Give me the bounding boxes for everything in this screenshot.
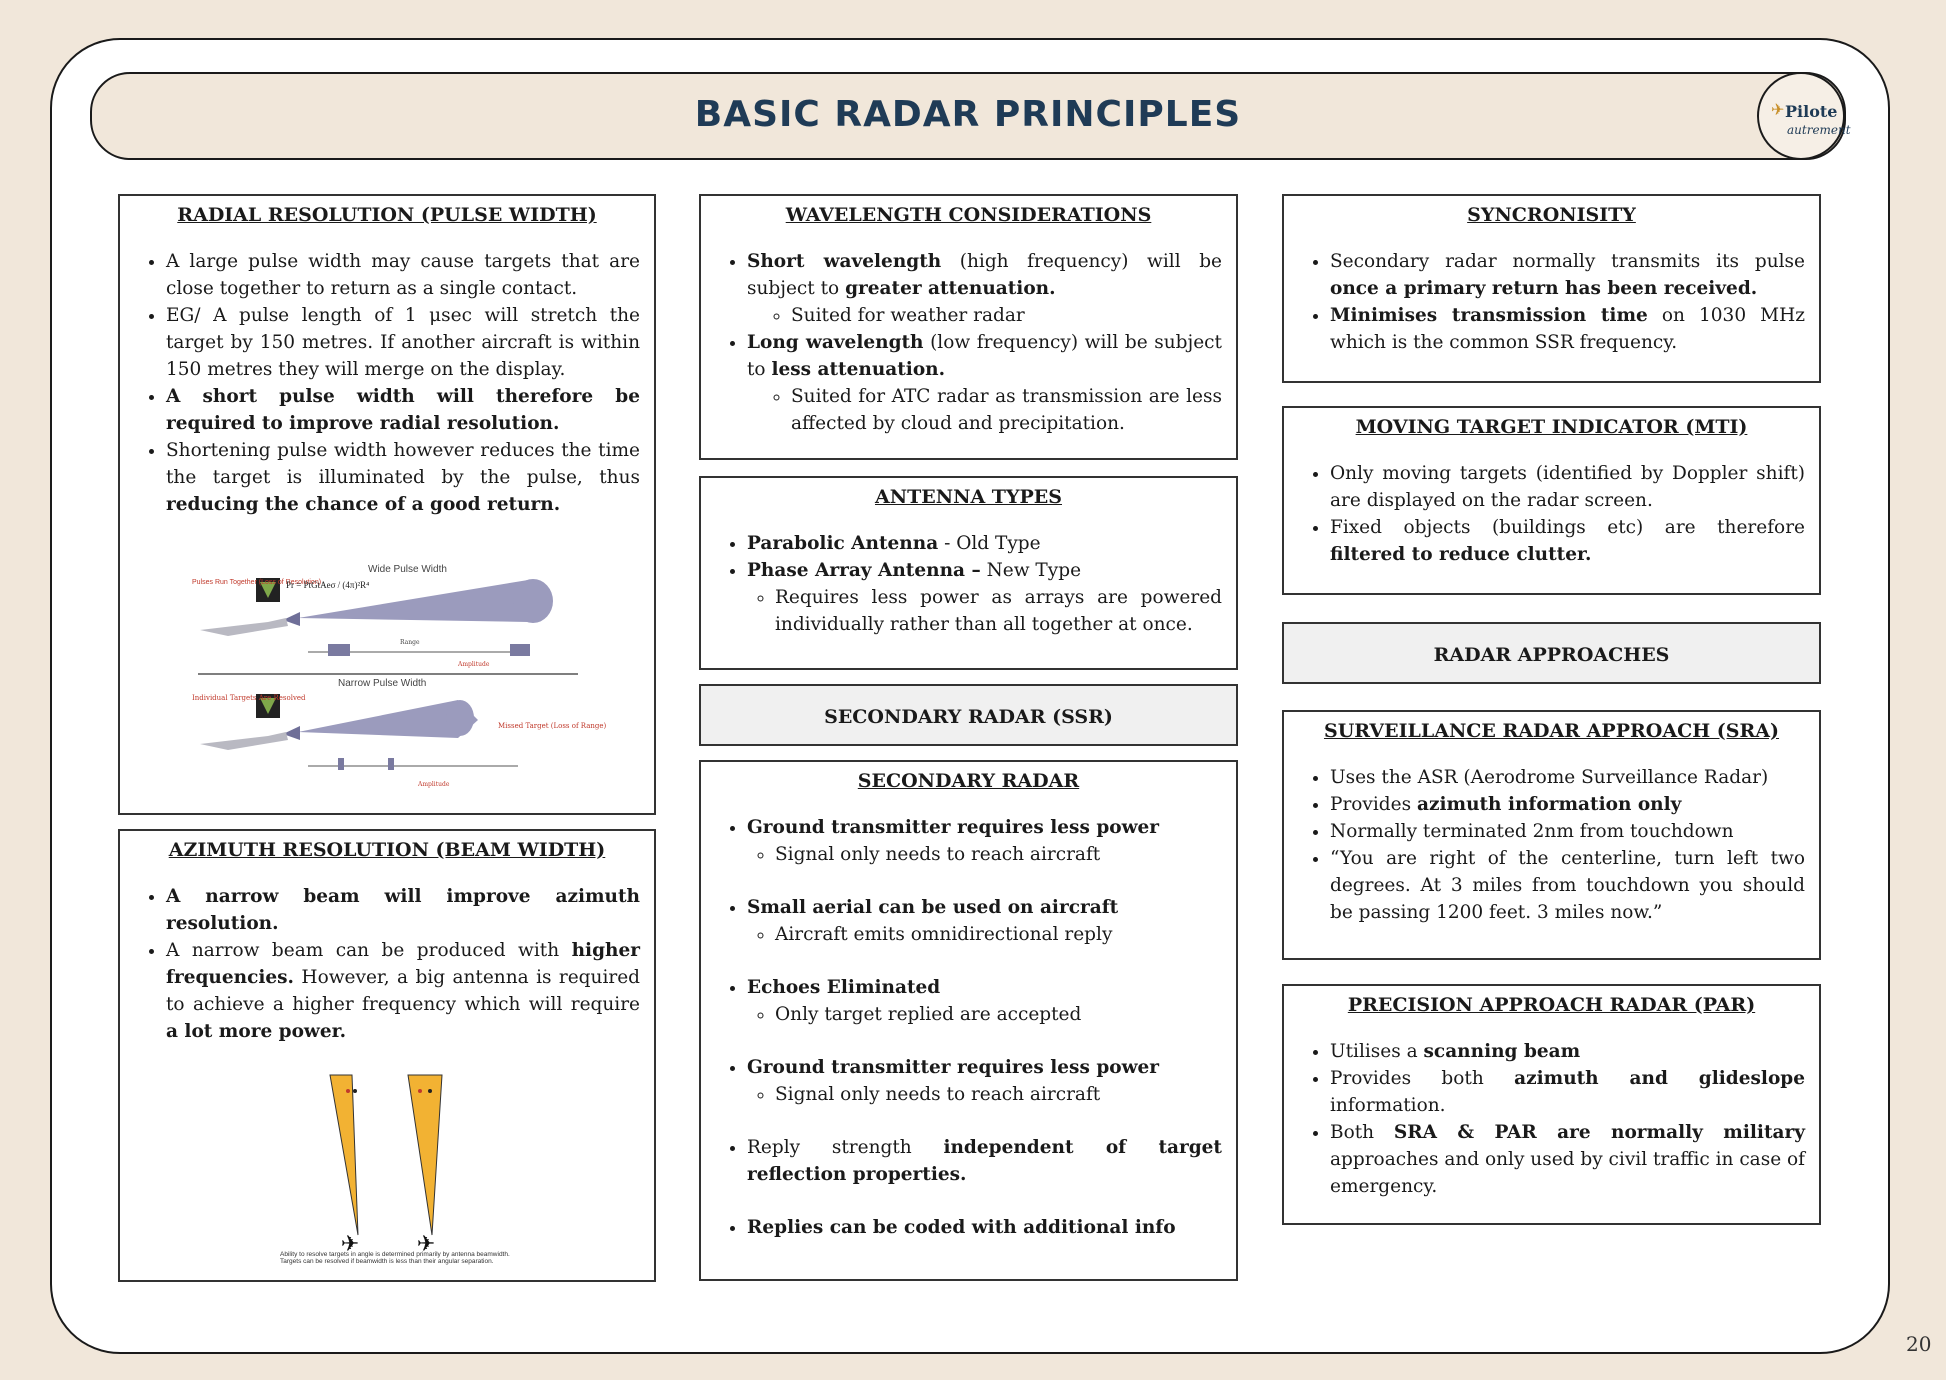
sra-list: [1304, 764, 1805, 926]
pulse-train-narrow: [338, 758, 394, 770]
beam-shape-left: [330, 1075, 358, 1235]
list-item: • Reply strength independent of target reflection properties.: [747, 1134, 1222, 1188]
list-item: • Parabolic Antenna - Old Type: [747, 530, 1222, 557]
secondary-radar-panel: [699, 760, 1238, 1281]
list-item: • Small aerial can be used on aircraft ◦ Aircraft emits omnidirectional reply: [747, 894, 1222, 948]
list-item: • Shortening pulse width however reduces the time the target is illuminated by the pulse, thus reducing the chance of a good return.: [166, 437, 640, 518]
list-item: • Secondary radar normally transmits its pulse once a primary return has been received.: [1330, 248, 1805, 302]
list-item: • Normally terminated 2nm from touchdown: [1330, 818, 1805, 845]
list-item: • A narrow beam will improve azimuth resolution.: [166, 883, 640, 937]
radar-approaches-label: RADAR APPROACHES: [1433, 644, 1670, 666]
mti-panel: [1282, 406, 1821, 595]
list-item: • Long wavelength (low frequency) will be subject to less attenuation. ◦ Suited for ATC radar as transmission are less affected by cloud and precipitation.: [747, 329, 1222, 437]
narrow-pulse-label: Narrow Pulse Width: [338, 678, 427, 689]
sub-list-item: ◦ Suited for ATC radar as transmission are less affected by cloud and precipitation.: [791, 383, 1222, 437]
ssr-banner-label: SECONDARY RADAR (SSR): [824, 706, 1113, 728]
beam-shape-right: [408, 1075, 442, 1235]
sub-list-item: ◦ Requires less power as arrays are powered individually rather than all together at once.: [775, 584, 1222, 638]
list-item: • Short wavelength (high frequency) will be subject to greater attenuation. ◦ Suited for weather radar: [747, 248, 1222, 329]
pulse-width-diagram: [188, 560, 607, 800]
mti-heading: MOVING TARGET INDICATOR (MTI): [1355, 416, 1748, 438]
logo-text-line1: Pilote: [1785, 102, 1838, 121]
radar-equation: Pr = PtGtAeσ / (4π)²R⁴: [286, 580, 370, 590]
missed-target-label: Missed Target (Loss of Range): [498, 722, 607, 730]
radar-approaches-banner: [1282, 622, 1821, 684]
syncronisity-list: [1304, 248, 1805, 356]
svg-text:Amplitude: Amplitude: [458, 661, 490, 668]
list-item: • Only moving targets (identified by Doppler shift) are displayed on the radar screen.: [1330, 460, 1805, 514]
targets-resolved-label: Individual Targets Are Resolved: [192, 694, 306, 702]
beam-width-diagram: [280, 1075, 510, 1275]
par-list: [1304, 1038, 1805, 1200]
list-item: • A short pulse width will therefore be required to improve radial resolution.: [166, 383, 640, 437]
list-item: • Ground transmitter requires less power ◦ Signal only needs to reach aircraft: [747, 814, 1222, 868]
pulse-train-wide: [328, 644, 530, 656]
sra-heading: SURVEILLANCE RADAR APPROACH (SRA): [1323, 720, 1780, 742]
azimuth-resolution-heading: AZIMUTH RESOLUTION (BEAM WIDTH): [168, 839, 606, 861]
antenna-types-heading: ANTENNA TYPES: [874, 486, 1062, 508]
airplane-icon: ✈: [1771, 100, 1785, 119]
fighter-jet-icon: [200, 618, 288, 636]
sub-list-item: ◦ Signal only needs to reach aircraft: [775, 1081, 1222, 1108]
list-item: • Minimises transmission time on 1030 MHz which is the common SSR frequency.: [1330, 302, 1805, 356]
secondary-radar-heading: SECONDARY RADAR: [857, 770, 1080, 792]
par-heading: PRECISION APPROACH RADAR (PAR): [1347, 994, 1756, 1016]
list-item: • Echoes Eliminated ◦ Only target replied are accepted: [747, 974, 1222, 1028]
fighter-jet-icon: [200, 732, 288, 750]
ssr-section-banner: [699, 684, 1238, 746]
pilote-autrement-logo: [1757, 72, 1851, 160]
list-item: • EG/ A pulse length of 1 μsec will stretch the target by 150 metres. If another aircraft is within 150 metres they will merge on the display.: [166, 302, 640, 383]
loss-of-resolution-label: Pulses Run Together (Loss of Resolution): [192, 579, 322, 586]
svg-text:Amplitude: Amplitude: [418, 781, 450, 788]
syncronisity-panel: [1282, 194, 1821, 383]
wide-pulse-label: Wide Pulse Width: [368, 564, 447, 575]
antenna-types-panel: [699, 476, 1238, 670]
aircraft-icon: ✈: [340, 1232, 360, 1257]
list-item: • Phase Array Antenna – New Type ◦ Requires less power as arrays are powered individually rather than all together at once.: [747, 557, 1222, 638]
secondary-radar-list: [721, 814, 1222, 1241]
mti-list: [1304, 460, 1805, 568]
azimuth-resolution-panel: [118, 829, 656, 1282]
page-title: BASIC RADAR PRINCIPLES: [694, 94, 1242, 135]
logo-text-line2: autrement: [1787, 123, 1851, 137]
title-banner: [90, 72, 1846, 160]
beam-width-caption: Ability to resolve targets in angle is determined primarily by antenna beamwidth. Targets can be resolved if beamwidth is less than their angular separation.: [280, 1251, 510, 1265]
sub-list-item: ◦ Suited for weather radar: [791, 302, 1222, 329]
list-item: • Ground transmitter requires less power ◦ Signal only needs to reach aircraft: [747, 1054, 1222, 1108]
list-item: • A narrow beam can be produced with higher frequencies. However, a big antenna is required to achieve a higher frequency which will require a lot more power.: [166, 937, 640, 1045]
radial-resolution-list: [140, 248, 640, 518]
list-item: • Both SRA & PAR are normally military approaches and only used by civil traffic in case of emergency.: [1330, 1119, 1805, 1200]
antenna-types-list: [721, 530, 1222, 638]
list-item: • “You are right of the centerline, turn left two degrees. At 3 miles from touchdown you should be passing 1200 feet. 3 miles now.”: [1330, 845, 1805, 926]
sub-list-item: ◦ Signal only needs to reach aircraft: [775, 841, 1222, 868]
wavelength-heading: WAVELENGTH CONSIDERATIONS: [785, 204, 1152, 226]
wavelength-panel: [699, 194, 1238, 460]
list-item: • Utilises a scanning beam: [1330, 1038, 1805, 1065]
par-panel: [1282, 984, 1821, 1225]
radial-resolution-heading: RADIAL RESOLUTION (PULSE WIDTH): [177, 204, 597, 226]
list-item: • Uses the ASR (Aerodrome Surveillance Radar): [1330, 764, 1805, 791]
sub-list-item: ◦ Only target replied are accepted: [775, 1001, 1222, 1028]
page-number: 20: [1906, 1332, 1932, 1356]
svg-text:Range: Range: [400, 639, 420, 646]
list-item: • A large pulse width may cause targets that are close together to return as a single contact.: [166, 248, 640, 302]
sra-panel: [1282, 710, 1821, 960]
syncronisity-heading: SYNCRONISITY: [1467, 204, 1636, 226]
list-item: • Provides both azimuth and glideslope information.: [1330, 1065, 1805, 1119]
azimuth-resolution-list: [140, 883, 640, 1045]
radial-resolution-panel: [118, 194, 656, 815]
sub-list-item: ◦ Aircraft emits omnidirectional reply: [775, 921, 1222, 948]
wavelength-list: [721, 248, 1222, 437]
list-item: • Replies can be coded with additional info: [747, 1214, 1222, 1241]
aircraft-icon: ✈: [416, 1232, 436, 1257]
list-item: • Provides azimuth information only: [1330, 791, 1805, 818]
list-item: • Fixed objects (buildings etc) are therefore filtered to reduce clutter.: [1330, 514, 1805, 568]
